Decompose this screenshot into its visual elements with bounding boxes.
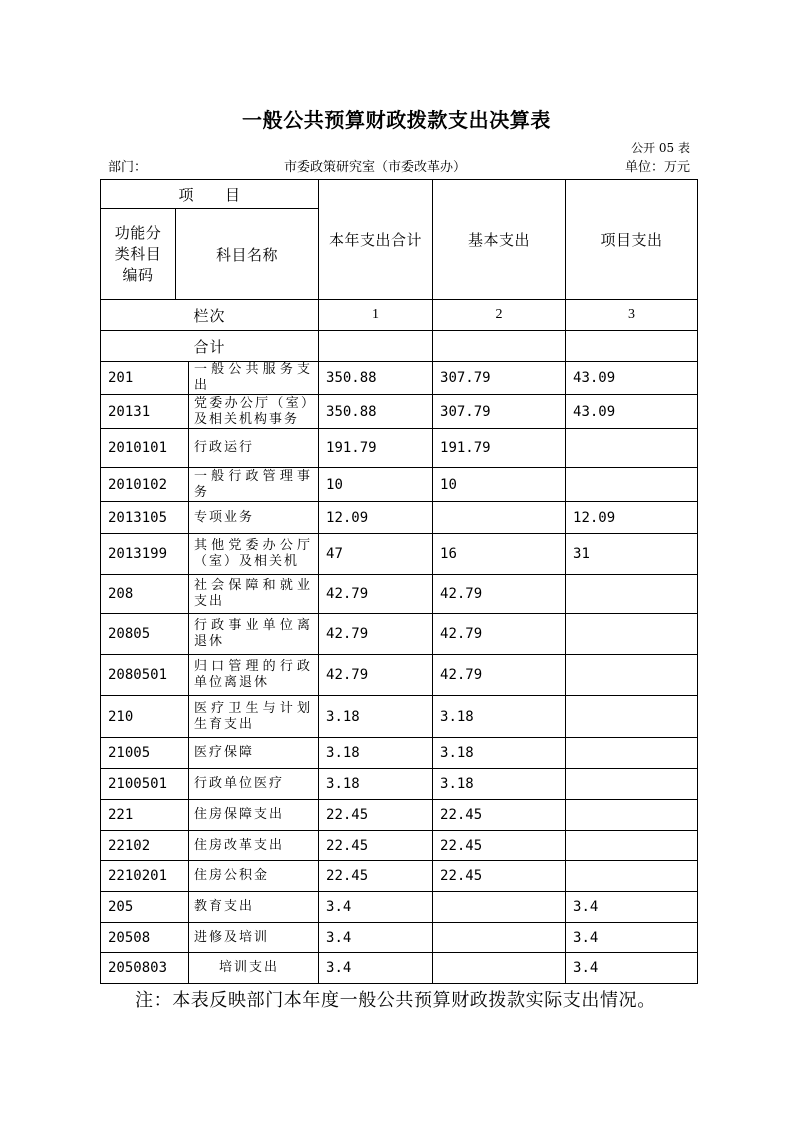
row-code: 2013105 [101,502,189,534]
table-row [101,696,698,738]
sum-row [101,331,698,362]
row-name [189,953,319,984]
row-name-text: 进修及培训 [194,929,270,945]
table-row [101,738,698,769]
row-code: 2013199 [101,534,189,575]
row-name-text: 一般行政管理事务 [194,468,312,500]
row-code: 2100501 [101,769,189,800]
row-basic: 22.45 [433,831,566,861]
row-basic: 3.18 [433,738,566,769]
row-name-text: 归口管理的行政单位离退休 [194,659,312,690]
row-basic: 42.79 [433,575,566,614]
row-total: 42.79 [319,655,433,696]
row-total: 3.4 [319,953,433,984]
row-project [566,769,698,800]
row-code: 221 [101,800,189,831]
department-name: 市委政策研究室（市委改革办） [283,160,466,175]
row-total: 3.4 [319,892,433,923]
row-code: 20805 [101,614,189,655]
expenditure-table [100,179,698,984]
row-total: 42.79 [319,614,433,655]
table-body [101,300,698,984]
row-basic: 22.45 [433,861,566,892]
row-basic: 3.18 [433,769,566,800]
row-project [566,655,698,696]
row-name [189,831,319,861]
header-item: 项 目 [101,180,319,209]
row-code: 2210201 [101,861,189,892]
row-project [566,575,698,614]
row-project [566,861,698,892]
row-name [189,861,319,892]
row-name-text: 行政事业单位离退休 [194,618,312,649]
row-code: 20131 [101,395,189,429]
row-name-text: 行政运行 [194,440,255,455]
row-code: 2010101 [101,429,189,468]
row-total: 22.45 [319,800,433,831]
table-row [101,502,698,534]
table-row [101,429,698,468]
row-total: 3.4 [319,923,433,953]
row-code: 2010102 [101,468,189,502]
table-row [101,892,698,923]
column-index-total: 1 [319,300,433,331]
row-project: 3.4 [566,923,698,953]
table-row [101,575,698,614]
table-row [101,614,698,655]
row-project: 43.09 [566,395,698,429]
row-project: 12.09 [566,502,698,534]
row-project: 31 [566,534,698,575]
row-name [189,892,319,923]
header-subject-name: 科目名称 [176,209,319,300]
row-code: 21005 [101,738,189,769]
form-number: 公开 05 表 [631,141,690,155]
row-code: 2080501 [101,655,189,696]
table-row [101,362,698,395]
row-code: 22102 [101,831,189,861]
unit-label: 单位：万元 [624,160,690,175]
row-project: 3.4 [566,953,698,984]
row-total: 3.18 [319,769,433,800]
row-name [189,534,319,575]
row-name [189,696,319,738]
table-row [101,534,698,575]
row-total: 3.18 [319,696,433,738]
department-label: 部门： [108,160,148,175]
row-basic: 191.79 [433,429,566,468]
table-row [101,395,698,429]
row-name [189,738,319,769]
column-index-row [101,300,698,331]
table-row [101,800,698,831]
row-name-text: 党委办公厅（室）及相关机构事务 [194,395,316,427]
header-row-top [101,180,698,209]
row-basic: 307.79 [433,362,566,395]
row-name [189,655,319,696]
row-project [566,696,698,738]
row-basic: 22.45 [433,800,566,831]
row-total: 3.18 [319,738,433,769]
row-total: 22.45 [319,831,433,861]
row-name-text: 住房改革支出 [194,837,285,853]
row-basic: 3.18 [433,696,566,738]
row-code: 2050803 [101,953,189,984]
row-project: 43.09 [566,362,698,395]
table-row [101,769,698,800]
row-code: 210 [101,696,189,738]
row-total: 12.09 [319,502,433,534]
row-basic: 42.79 [433,614,566,655]
column-index-label: 栏次 [101,300,319,331]
sum-row-total [319,331,433,362]
row-name [189,923,319,953]
column-index-project: 3 [566,300,698,331]
table-row [101,953,698,984]
row-code: 205 [101,892,189,923]
row-name [189,614,319,655]
row-name-text: 行政单位医疗 [194,776,285,791]
row-total: 350.88 [319,395,433,429]
table-row [101,468,698,502]
row-name [189,800,319,831]
table-row [101,923,698,953]
row-name-text: 一般公共服务支出 [194,362,312,393]
row-name [189,429,319,468]
row-basic: 42.79 [433,655,566,696]
sum-row-label: 合计 [101,331,319,362]
row-name-text: 住房保障支出 [194,807,285,822]
row-code: 201 [101,362,189,395]
row-basic [433,892,566,923]
row-code: 20508 [101,923,189,953]
row-project: 3.4 [566,892,698,923]
table-row [101,861,698,892]
row-basic [433,502,566,534]
row-project [566,738,698,769]
footnote: 注：本表反映部门本年度一般公共预算财政拨款实际支出情况。 [135,990,656,1011]
table-row [101,831,698,861]
row-name-text: 教育支出 [194,899,255,914]
header-total: 本年支出合计 [319,180,433,300]
row-basic [433,953,566,984]
page-title: 一般公共预算财政拨款支出决算表 [242,108,551,132]
row-project [566,831,698,861]
row-name-text: 专项业务 [194,509,255,525]
table-row [101,655,698,696]
row-code: 208 [101,575,189,614]
table-header [101,180,698,300]
row-project [566,429,698,468]
row-basic [433,923,566,953]
row-name-text: 其他党委办公厅（室）及相关机 [194,538,312,569]
row-name-text: 医疗保障 [194,745,255,760]
row-total: 47 [319,534,433,575]
row-name-text: 医疗卫生与计划生育支出 [194,700,312,732]
row-name [189,468,319,502]
sum-row-basic [433,331,566,362]
row-name [189,502,319,534]
sum-row-project [566,331,698,362]
row-name [189,575,319,614]
row-project [566,800,698,831]
row-project [566,468,698,502]
header-project: 项目支出 [566,180,698,300]
row-project [566,614,698,655]
row-total: 10 [319,468,433,502]
row-total: 42.79 [319,575,433,614]
row-basic: 307.79 [433,395,566,429]
header-function-code-text: 功能分类科目编码 [114,223,162,284]
header-basic: 基本支出 [433,180,566,300]
row-name-text: 住房公积金 [194,868,270,883]
row-total: 191.79 [319,429,433,468]
row-name [189,769,319,800]
row-total: 350.88 [319,362,433,395]
row-total: 22.45 [319,861,433,892]
row-basic: 10 [433,468,566,502]
row-name-text: 培训支出 [219,960,280,975]
header-function-code [101,209,176,300]
row-basic: 16 [433,534,566,575]
row-name-text: 社会保障和就业支出 [194,578,312,609]
column-index-basic: 2 [433,300,566,331]
row-name [189,395,319,429]
row-name [189,362,319,395]
